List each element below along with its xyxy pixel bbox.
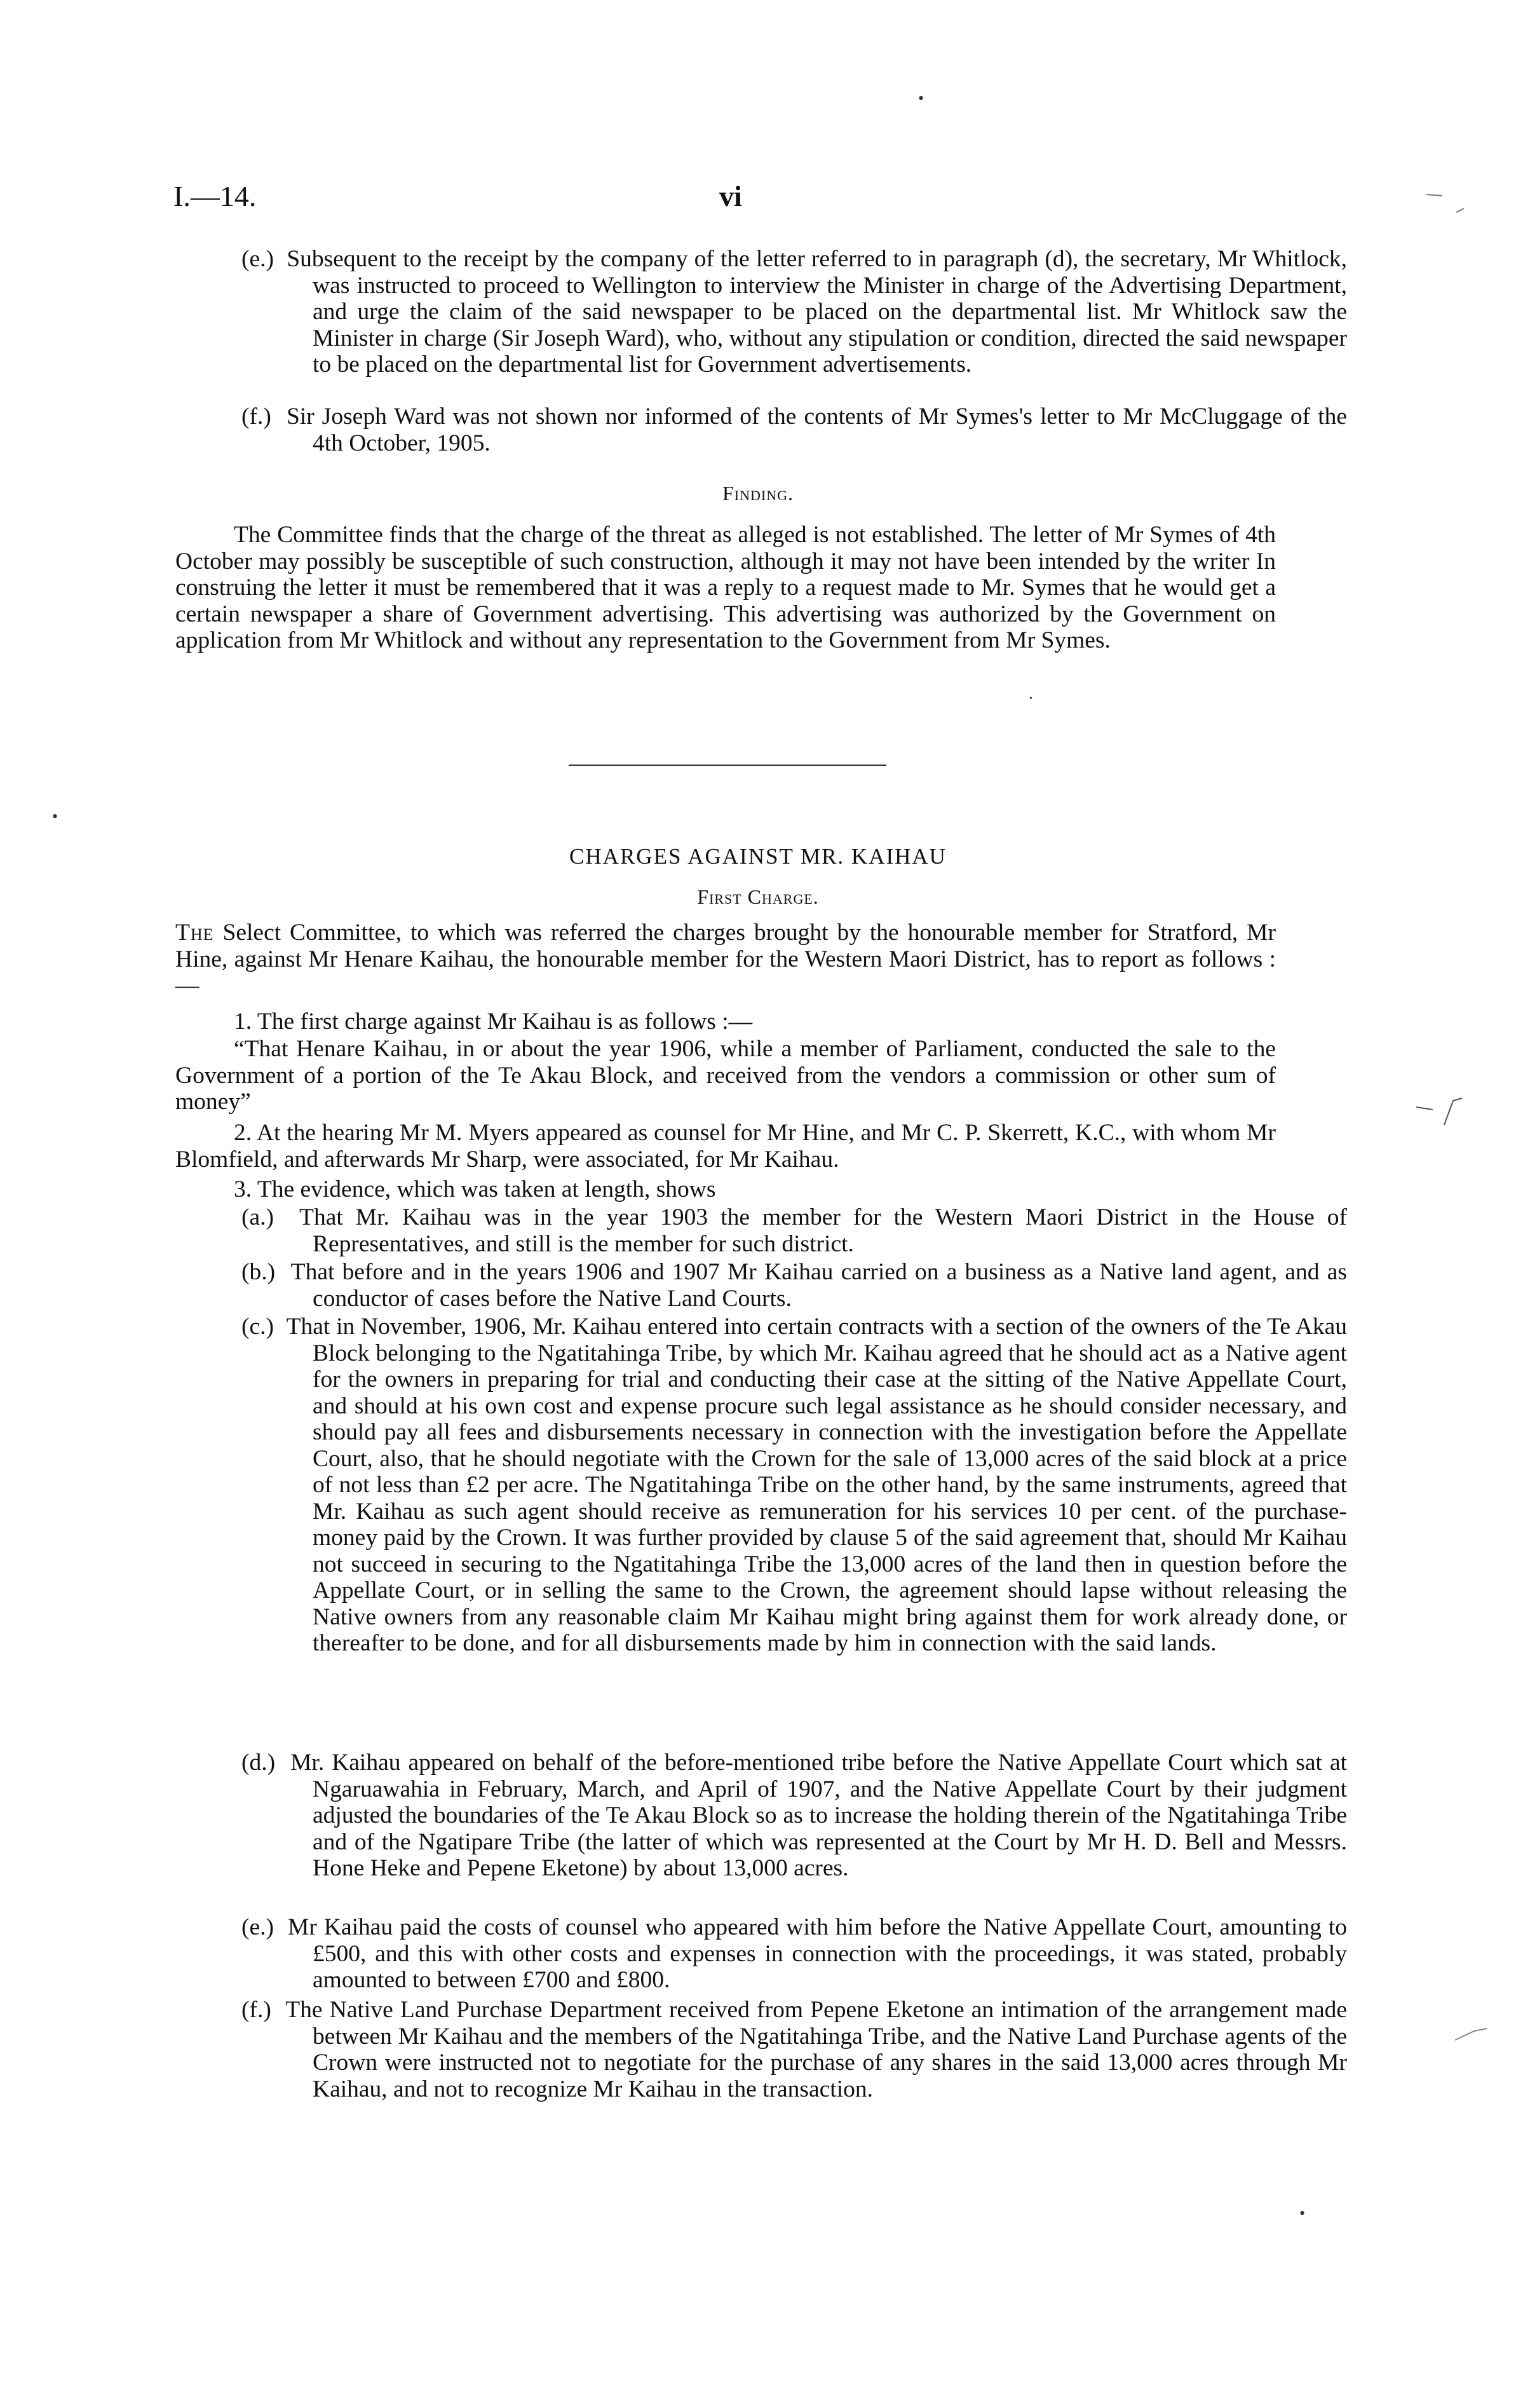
paragraph-1: 1. The first charge against Mr Kaihau is as follows :— [234,1009,753,1035]
section-subtitle: First Charge. [697,885,819,908]
item-text: That Mr. Kaihau was in the year 1903 the member for the Western Maori District in the House of Representatives, and still is the member for such district. [299,1204,1348,1257]
paragraph-2: 2. At the hearing Mr M. Myers appeared as counsel for Mr Hine, and Mr C. P. Skerrett, K.C., with whom Mr Blomfield, and afterwards Mr Sharp, were associated, for Mr Kaihau. [175,1120,1276,1173]
list-item-e2 [241,1914,1347,1994]
margin-pencil-mark [1414,1093,1465,1138]
list-item-a [241,1204,1347,1257]
item-text: The Native Land Purchase Department received from Pepene Eketone an intimation of the arrangement made between Mr Kaihau and the members of the Ngatitahinga Tribe, and the Native Land Purchase agents of the Crown were instructed not to negotiate for the purchase of any shares in the said 13,000 acres through Mr Kaihau, and not to recognize Mr Kaihau in the transaction. [285,1997,1347,2102]
finding-heading: Finding. [722,482,794,505]
item-text: Mr. Kaihau appeared on behalf of the before-mentioned tribe before the Native Appellate Court which sat at Ngaruawahia in February, March, and April of 1907, and the Native Appellate Court by their judgment adjusted the boundaries of the Te Akau Block so as to increase the holding therein of the Ngatitahinga Tribe and of the Ngatipare Tribe (the latter of which was represented at the Court by Mr H. D. Bell and Messrs. Hone Heke and Pepene Eketone) by about 13,000 acres. [290,1750,1348,1881]
item-label: (f.) [241,404,271,430]
margin-pencil-mark [1423,191,1474,216]
list-item-d [241,1750,1347,1882]
item-text: That in November, 1906, Mr. Kaihau entered into certain contracts with a section of the owners of the Te Akau Block belonging to the Ngatitahinga Tribe, by which Mr. Kaihau agreed that he should act as a Native agent for the owners in preparing for trial and conducting their case at the sitting of the Native Appellate Court, and should at his own cost and expense procure such legal assistance as he should consider necessary, and should pay all fees and disbursements necessary in connection with the investigation before the Appellate Court, also, that he should negotiate with the Crown for the sale of 13,000 acres of the said block at a price of not less than £2 per acre. The Ngatitahinga Tribe on the other hand, by the same instruments, agreed that Mr. Kaihau as such agent should receive as remuneration for his services 10 per cent. of the purchase-money paid by the Crown. It was further provided by clause 5 of the said agreement that, should Mr Kaihau not succeed in securing to the Ngatitahinga Tribe the 13,000 acres of the land then in question before the Appellate Court, or in selling the same to the Crown, the agreement should lapse without releasing the Native owners from any reasonable claim Mr Kaihau might bring against them for work already done, or thereafter to be done, and for all disbursements made by him in connection with the said lands. [286,1314,1348,1656]
intro-text: Select Committee, to which was referred the charges brought by the honourable member for Stratford, Mr Hine, against Mr Henare Kaihau, the honourable member for the Western Maori District, has to report as follows :— [175,920,1276,998]
page-number: vi [719,180,742,212]
item-label: (a.) [241,1204,274,1230]
list-item-b [241,1259,1347,1312]
charge-quote: “That Henare Kaihau, in or about the year 1906, while a member of Parliament, conducted the sale to the Government of a portion of the Te Akau Block, and received from the vendors a commission or other sum of money” [175,1036,1276,1115]
item-label: (c.) [241,1314,274,1340]
section-title: CHARGES AGAINST MR. KAIHAU [569,844,947,869]
scan-speck: • [1299,2204,1306,2222]
finding-paragraph: The Committee finds that the charge of the threat as alleged is not established. The letter of Mr Symes of 4th October may possibly be susceptible of such construction, although it may not have been intended by the writer In construing the letter it must be remembered that it was a reply to a request made to Mr. Symes that he would get a certain newspaper a share of Government advertising. This advertising was authorized by the Government on application from Mr Whitlock and without any representation to the Government from Mr Symes. [175,522,1276,653]
document-reference: I.—14. [173,180,257,212]
item-label: (b.) [241,1259,276,1285]
item-text: Sir Joseph Ward was not shown nor informed of the contents of Mr Symes's letter to Mr McCluggage of the 4th October, 1905. [286,404,1348,456]
item-text: That before and in the years 1906 and 1907 Mr Kaihau carried on a business as a Native land agent, and as conductor of cases before the Native Land Courts. [290,1259,1347,1312]
intro-first-word: The [175,920,214,946]
item-text: Mr Kaihau paid the costs of counsel who appeared with him before the Native Appellate Court, amounting to £500, and this with other costs and expenses in connection with the proceedings, it was stated, probably amounted to between £700 and £800. [288,1914,1347,1993]
item-label: (e.) [241,246,274,272]
scan-speck: • [918,89,924,107]
section-divider [569,765,886,766]
list-item-f [241,404,1347,456]
intro-paragraph [175,920,1276,999]
list-item-c [241,1314,1347,1657]
paragraph-3: 3. The evidence, which was taken at length, shows [234,1176,716,1202]
item-label: (f.) [241,1997,271,2023]
item-label: (d.) [241,1750,276,1776]
margin-pencil-mark [1449,2021,1499,2046]
page-header [0,179,1516,217]
scan-speck: • [52,807,58,826]
scan-speck: • [1029,694,1032,704]
list-item-f2 [241,1997,1347,2102]
list-item-e [241,246,1347,378]
item-label: (e.) [241,1914,274,1940]
item-text: Subsequent to the receipt by the company of the letter referred to in paragraph (d), the secretary, Mr Whitlock, was instructed to proceed to Wellington to interview the Minister in charge of the Advertising Department, and urge the claim of the said newspaper to be placed on the departmental list. Mr Whitlock saw the Minister in charge (Sir Joseph Ward), who, without any stipulation or condition, directed the said newspaper to be placed on the departmental list for Government advertisements. [287,246,1348,378]
